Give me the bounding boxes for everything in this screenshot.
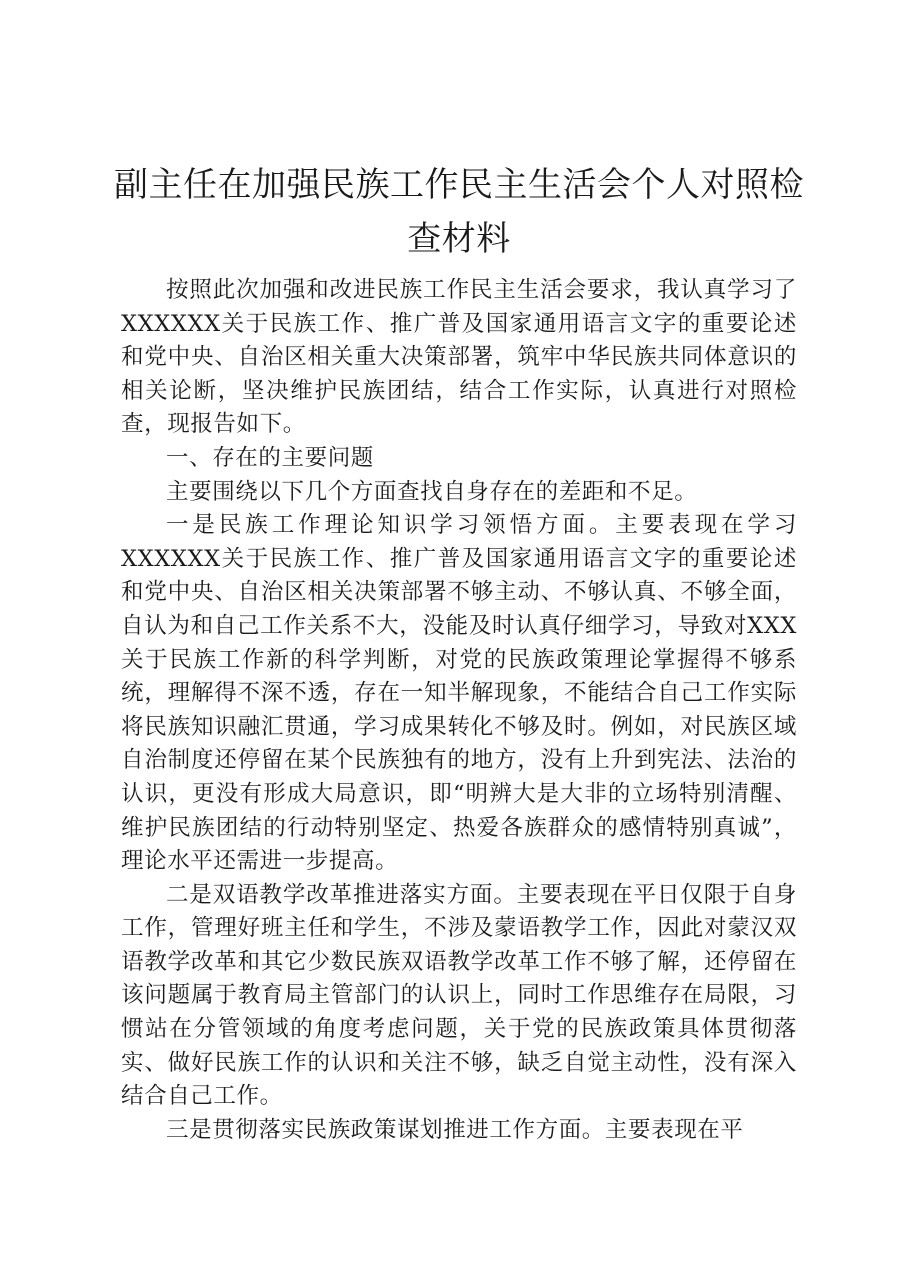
intro-paragraph: 按照此次加强和改进民族工作民主生活会要求，我认真学习了XXXXXX关于民族工作、推广普及国家通用语言文字的重要论述和党中央、自治区相关重大决策部署，筑牢中华民族共同体意识的相关论断，坚决维护民族团结，结合工作实际，认真进行对照检查，现报告如下。 [121,277,797,438]
section-heading: 一、存在的主要问题 [166,444,374,471]
problem-one-paragraph: 一是民族工作理论知识学习领悟方面。主要表现在学习XXXXXX关于民族工作、推广普及国家通用语言文字的重要论述和党中央、自治区相关决策部署不够主动、不够认真、不够全面，自认为和自己工作关系不大，没能及时认真仔细学习，导致对XXX关于民族工作新的科学判断，对党的民族政策理论掌握得不够系统，理解得不深不透，存在一知半解现象，不能结合自己工作实际将民族知识融汇贯通，学习成果转化不够及时。例如，对民族区域自治制度还停留在某个民族独有的地方，没有上升到宪法、法治的认识，更没有形成大局意识，即“明辨大是大非的立场特别清醒、维护民族团结的行动特别坚定、热爱各族群众的感情特别真诚”，理论水平还需进一步提高。 [121,512,797,875]
section-intro-paragraph: 主要围绕以下几个方面查找自身存在的差距和不足。 [166,478,698,505]
problem-two-paragraph: 二是双语教学改革推进落实方面。主要表现在平日仅限于自身工作，管理好班主任和学生，不涉及蒙语教学工作，因此对蒙汉双语教学改革和其它少数民族双语教学改革工作不够了解，还停留在该问题属于教育局主管部门的认识上，同时工作思维存在局限，习惯站在分管领域的角度考虑问题，关于党的民族政策具体贯彻落实、做好民族工作的认识和关注不够，缺乏自觉主动性，没有深入结合自己工作。 [121,881,797,1110]
document-body [114,158,804,1147]
document-title: 副主任在加强民族工作民主生活会个人对照检查材料 [114,165,804,259]
problem-three-paragraph: 三是贯彻落实民族政策谋划推进工作方面。主要表现在平 [166,1116,744,1143]
